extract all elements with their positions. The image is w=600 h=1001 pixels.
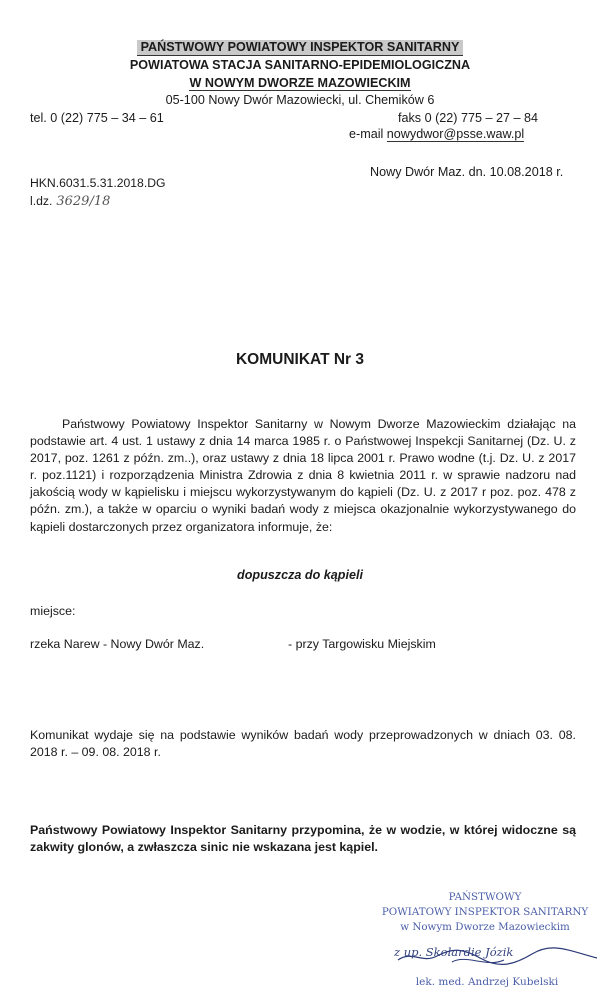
email-label: e-mail — [349, 127, 384, 141]
header-phone: tel. 0 (22) 775 – 34 – 61 — [30, 111, 164, 125]
stamp-line-1: PAŃSTWOWY — [448, 891, 522, 903]
signatory-name-wrapper — [382, 972, 592, 990]
stamp-line-3: w Nowym Dworze Mazowieckim — [400, 921, 570, 933]
official-stamp — [380, 890, 590, 935]
signatory-name: lek. med. Andrzej Kubelski — [415, 976, 559, 988]
header-location — [0, 76, 600, 90]
place-date: Nowy Dwór Maz. dn. 10.08.2018 r. — [370, 165, 564, 179]
place-label: miejsce: — [30, 604, 76, 618]
header-location-text: W NOWYM DWORZE MAZOWIECKIM — [189, 76, 411, 90]
document-title: KOMUNIKAT Nr 3 — [235, 351, 365, 368]
place-river: rzeka Narew - Nowy Dwór Maz. — [30, 637, 205, 651]
header-email — [349, 127, 524, 141]
signature-text: z up. Skolardie Józik — [394, 945, 514, 959]
header-authority — [0, 40, 600, 54]
legal-basis-paragraph: Państwowy Powiatowy Inspektor Sanitarny w Nowym Dworze Mazowieckim działając na podstawie art. 4 ust. 1 ustawy z dnia 14 marca 1985 r. o Państwowej Inspekcji Sanitarnej (Dz. U. z 2017, poz. 1261 z późn. zm..), oraz ustawy z dnia 18 lipca 2001 r. Prawo wodne (t.j. Dz. U. z 2017 r. poz.1121) i rozporządzenia Ministra Zdrowia z dnia 8 kwietnia 2011 r. w sprawie nadzoru nad jakością wody w kąpielisku i miejscu wykorzystywanym do kąpieli (Dz. U. z 2017 r poz. poz. 478 z późn. zm.), a także w oparciu o wyniki badań wody z miejsca okazjonalnie wykorzystywanego do kąpieli dostarczonych przez organizatora informuje, że: — [30, 417, 576, 534]
header-authority-text: PAŃSTWOWY POWIATOWY INSPEKTOR SANITARNY — [137, 40, 464, 56]
journal-label: l.dz. — [30, 194, 53, 208]
algae-warning-paragraph: Państwowy Powiatowy Inspektor Sanitarny przypomina, że w wodzie, w której widoczne są zakwity glonów, a zwłaszcza sinic nie wskazana jest kąpiel. — [30, 823, 576, 854]
stamp-line-2: POWIATOWY INSPEKTOR SANITARNY — [381, 906, 589, 918]
journal-handwritten: 3629/18 — [56, 194, 111, 209]
reference-number: HKN.6031.5.31.2018.DG — [30, 176, 166, 190]
email-address[interactable]: nowydwor@psse.waw.pl — [386, 127, 525, 141]
results-basis-paragraph: Komunikat wydaje się na podstawie wyników badań wody przeprowadzonych w dniach 03. 08. 2018 r. – 09. 08. 2018 r. — [30, 728, 576, 759]
journal-number — [30, 194, 110, 209]
header-station: POWIATOWA STACJA SANITARNO-EPIDEMIOLOGICZNA — [129, 58, 471, 72]
bathing-decision: dopuszcza do kąpieli — [237, 568, 363, 582]
header-fax: faks 0 (22) 775 – 27 – 84 — [398, 111, 539, 125]
place-detail: - przy Targowisku Miejskim — [288, 637, 436, 651]
header-address: 05-100 Nowy Dwór Mazowiecki, ul. Chemików 6 — [165, 93, 435, 107]
handwritten-signature — [392, 944, 600, 968]
